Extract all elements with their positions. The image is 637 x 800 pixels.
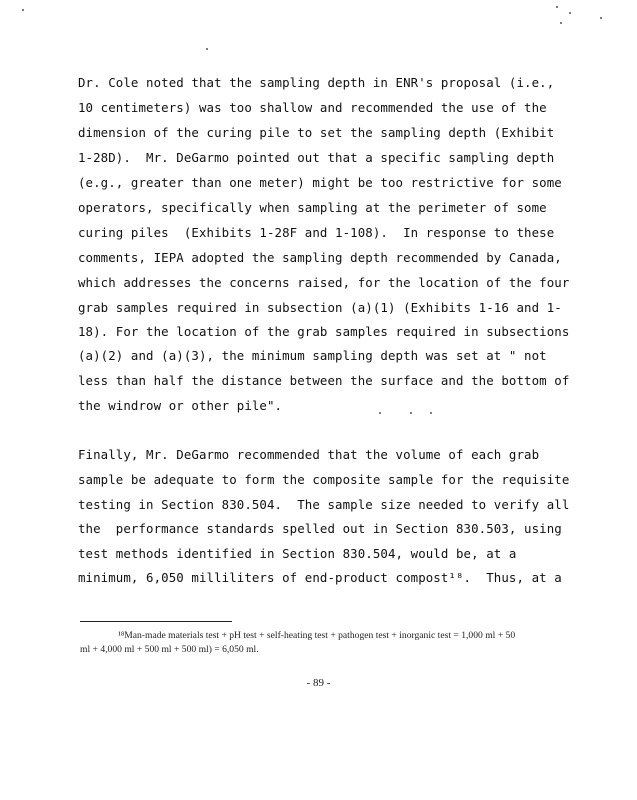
body-line: test methods identified in Section 830.504, would be, at a xyxy=(78,546,517,561)
scan-speck xyxy=(569,12,571,14)
scan-speck xyxy=(430,412,432,414)
footnote-divider xyxy=(80,621,232,622)
body-line: minimum, 6,050 milliliters of end-product compost¹⁸. Thus, at a xyxy=(78,570,562,585)
body-line: the windrow or other pile". xyxy=(78,398,283,413)
body-line: dimension of the curing pile to set the sampling depth (Exhibit xyxy=(78,125,555,140)
body-line: sample be adequate to form the composite sample for the requisite xyxy=(78,472,570,487)
body-line: testing in Section 830.504. The sample size needed to verify all xyxy=(78,497,570,512)
body-line: grab samples required in subsection (a)(1) (Exhibits 1-16 and 1- xyxy=(78,300,562,315)
footnote xyxy=(80,629,580,657)
scan-speck xyxy=(556,6,558,8)
body-line: curing piles (Exhibits 1-28F and 1-108). In response to these xyxy=(78,225,555,240)
body-line: Finally, Mr. DeGarmo recommended that the volume of each grab xyxy=(78,447,540,462)
body-line: which addresses the concerns raised, for the location of the four xyxy=(78,275,570,290)
body-line: 10 centimeters) was too shallow and recommended the use of the xyxy=(78,100,547,115)
scan-speck xyxy=(206,48,208,50)
scan-speck xyxy=(560,22,562,24)
scan-speck xyxy=(410,412,412,414)
page-number: - 89 - xyxy=(306,677,331,689)
scan-speck xyxy=(600,17,602,19)
body-line: 1-28D). Mr. DeGarmo pointed out that a specific sampling depth xyxy=(78,150,555,165)
body-line: less than half the distance between the surface and the bottom of xyxy=(78,373,570,388)
body-line: operators, specifically when sampling at the perimeter of some xyxy=(78,200,547,215)
scan-speck xyxy=(379,412,381,414)
body-line: (a)(2) and (a)(3), the minimum sampling depth was set at " not xyxy=(78,348,547,363)
footnote-line: ¹⁸Man-made materials test + pH test + self-heating test + pathogen test + inorganic test = 1,000 ml + 50 xyxy=(118,630,516,641)
scan-speck xyxy=(22,9,24,11)
body-line: the performance standards spelled out in Section 830.503, using xyxy=(78,521,562,536)
footnote-line: ml + 4,000 ml + 500 ml + 500 ml) = 6,050 ml. xyxy=(80,644,259,655)
body-line: 18). For the location of the grab samples required in subsections xyxy=(78,324,570,339)
body-line: comments, IEPA adopted the sampling depth recommended by Canada, xyxy=(78,250,562,265)
body-line: Dr. Cole noted that the sampling depth in ENR's proposal (i.e., xyxy=(78,75,555,90)
body-line: (e.g., greater than one meter) might be too restrictive for some xyxy=(78,175,562,190)
